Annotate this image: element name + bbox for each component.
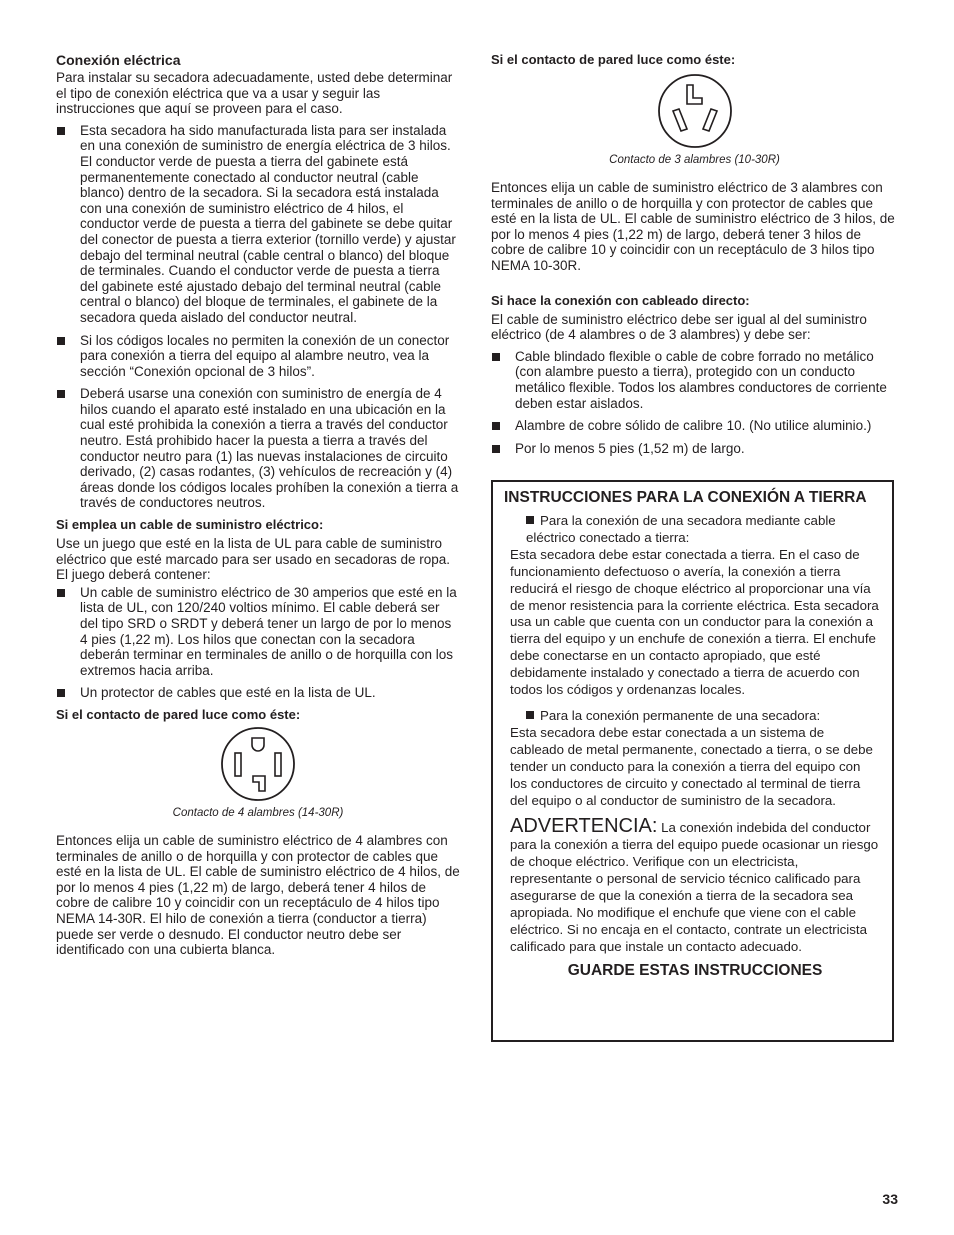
section-heading: Conexión eléctrica — [56, 52, 181, 68]
page-number: 33 — [882, 1191, 898, 1207]
warning-paragraph — [510, 815, 880, 955]
list-item: Esta secadora ha sido manufacturada lista para ser instalada en una conexión de suministro de energía eléctrica de 3 hilos. El conductor verde de puesta a tierra del gabinete está permanentemente conectado al conductor neutral (cable blanco) dentro de la secadora. Si la secadora está instalada con una conexión de suministro eléctrico de 4 hilos, el conductor verde de puesta a tierra del gabinete se debe quitar del conector de puesta a tierra exterior (tornillo verde) y ajustar debajo del terminal neutral (cable central o blanco) del bloque de terminales. Cuando el conductor verde de puesta a tierra del gabinete esté ajustado debajo del terminal neutral (cable central o blanco) del bloque de terminales, el gabinete de la secadora queda aislado del conductor neutral. — [56, 123, 460, 326]
intro-paragraph: Para instalar su secadora adecuadamente, usted debe determinar el tipo de conexión eléctrica que va a usar y seguir las instrucciones que aquí se proveen para el caso. — [56, 70, 453, 117]
item-text: Esta secadora debe estar conectada a un sistema de cableado de metal permanente, conectado a tierra, o se debe tender un conducto para la conexión a tierra del equipo con los conductores de circuito y conectado al terminal de tierra del equipo o al conductor de suministro de la secadora. — [510, 724, 873, 808]
bullet-square-icon — [526, 711, 534, 719]
outlet-3-paragraph: Entonces elija un cable de suministro eléctrico de 3 alambres con terminales de anillo o de horquilla y con protector de cables que esté en la lista de UL. El cable de suministro eléctrico de 3 hilos, de por lo menos 4 pies (1,22 m) de largo, deberá tener 3 hilos de cobre de calibre 10 y coincidir con un receptáculo de 3 hilos tipo NEMA 10-30R. — [491, 180, 895, 273]
item-label: Para la conexión de una secadora mediante cable eléctrico conectado a tierra: — [526, 513, 836, 545]
cord-bullet-list — [56, 585, 460, 701]
list-item: Un cable de suministro eléctrico de 30 amperios que esté en la lista de UL, con 120/240 voltios mínimo. El cable deberá ser del tipo SRD o SRDT y deberá tener un largo de por lo menos 4 pies (1,22 m). Los hilos que conectan con la secadora deberán terminar en terminales de anillo o de horquilla con los extremos hacia arriba. — [56, 585, 460, 679]
list-item: Alambre de cobre sólido de calibre 10. (No utilice aluminio.) — [491, 418, 898, 434]
direct-wire-subheading: Si hace la conexión con cableado directo: — [491, 292, 750, 308]
cord-subheading: Si emplea un cable de suministro eléctrico: — [56, 517, 324, 533]
direct-wire-bullet-list — [491, 349, 898, 457]
outlet-subheading: Si el contacto de pared luce como éste: — [491, 52, 736, 67]
grounding-item-cord — [510, 513, 880, 547]
list-item: Cable blindado flexible o cable de cobre forrado no metálico (con alambre puesto a tierra), protegido con un conducto metálico flexible. Todos los alambres conductores de corriente deben estar aislados. — [491, 349, 898, 411]
save-instructions-footer: GUARDE ESTAS INSTRUCCIONES — [567, 961, 823, 979]
right-column — [491, 52, 898, 456]
outlet-3-caption: Contacto de 3 alambres (10-30R) — [609, 154, 780, 166]
item-label: Para la conexión permanente de una secadora: — [540, 707, 821, 723]
cord-intro: Use un juego que esté en la lista de UL para cable de suministro eléctrico que esté marcado para ser usado en secadoras de ropa. El juego deberá contener: — [56, 536, 450, 583]
outlet-4-paragraph: Entonces elija un cable de suministro eléctrico de 4 alambres con terminales de anillo o de horquilla y con protector de cables que esté en la lista de UL. El cable de suministro eléctrico de 4 hilos, de por lo menos 4 pies (1,22 m) de largo, deberá tener 4 hilos de cobre de calibre 10 y coincidir con un receptáculo de 4 hilos tipo NEMA 14-30R. El hilo de conexión a tierra (conductor a tierra) puede ser verde o desnudo. El conductor neutro debe ser identificado con una cubierta blanca. — [56, 832, 460, 958]
grounding-instructions-box — [491, 480, 894, 1042]
warning-label: ADVERTENCIA: — [510, 815, 658, 838]
outlet-4-wire-figure — [56, 726, 460, 820]
wiring-bullet-list — [56, 123, 460, 511]
outlet-4-caption: Contacto de 4 alambres (14-30R) — [172, 806, 344, 819]
outlet-3-wire-icon — [657, 73, 733, 149]
list-item: Por lo menos 5 pies (1,52 m) de largo. — [491, 441, 898, 457]
list-item: Si los códigos locales no permiten la conexión de un conector para conexión a tierra del equipo al alambre neutro, vea la sección “Conexión opcional de 3 hilos”. — [56, 333, 460, 380]
bullet-square-icon — [526, 516, 534, 524]
outlet-3-wire-figure — [491, 73, 898, 167]
left-column — [56, 52, 460, 958]
list-item: Un protector de cables que esté en la lista de UL. — [56, 685, 460, 701]
box-title: INSTRUCCIONES PARA LA CONEXIÓN A TIERRA — [504, 489, 867, 506]
grounding-item-permanent — [510, 708, 880, 725]
outlet-4-wire-icon — [220, 726, 296, 802]
outlet-subheading: Si el contacto de pared luce como éste: — [56, 706, 301, 722]
warning-text: La conexión indebida del conductor para la conexión a tierra del equipo puede ocasionar un riesgo de choque eléctrico. Verifique con un electricista, representante o personal de servicio técnico calificado para asegurarse de que la conexión a tierra de la secadora sea apropiada. No modifique el enchufe que viene con el cable eléctrico. Si no encaja en el contacto, contrate un electricista calificado para que instale un contacto adecuado. — [510, 820, 879, 954]
direct-wire-intro: El cable de suministro eléctrico debe ser igual al del suministro eléctrico (de 4 alambres o de 3 alambres) y debe ser: — [491, 311, 867, 343]
item-text: Esta secadora debe estar conectada a tierra. En el caso de funcionamiento defectuoso o avería, la conexión a tierra reducirá el riesgo de choque eléctrico al proporcionar una vía de menor resistencia para la corriente eléctrica. Esta secadora usa un cable que cuenta con un conductor para la conexión a tierra del equipo y un enchufe de conexión a tierra. El enchufe debe conectarse en un contacto apropiado, que esté debidamente instalado y conectado a tierra de acuerdo con todos los códigos y ordenanzas locales. — [510, 546, 879, 698]
list-item: Deberá usarse una conexión con suministro de energía de 4 hilos cuando el aparato esté instalado en una ubicación en la cual esté prohibida la conexión a tierra a través del conductor neutro. Está prohibido hacer la puesta a tierra a través del conductor neutro para (1) las nuevas instalaciones de circuito derivado, (2) casas rodantes, (3) vehículos de recreación y (4) áreas donde los códigos locales prohíben la conexión a tierra a través de conductores neutros. — [56, 386, 460, 511]
